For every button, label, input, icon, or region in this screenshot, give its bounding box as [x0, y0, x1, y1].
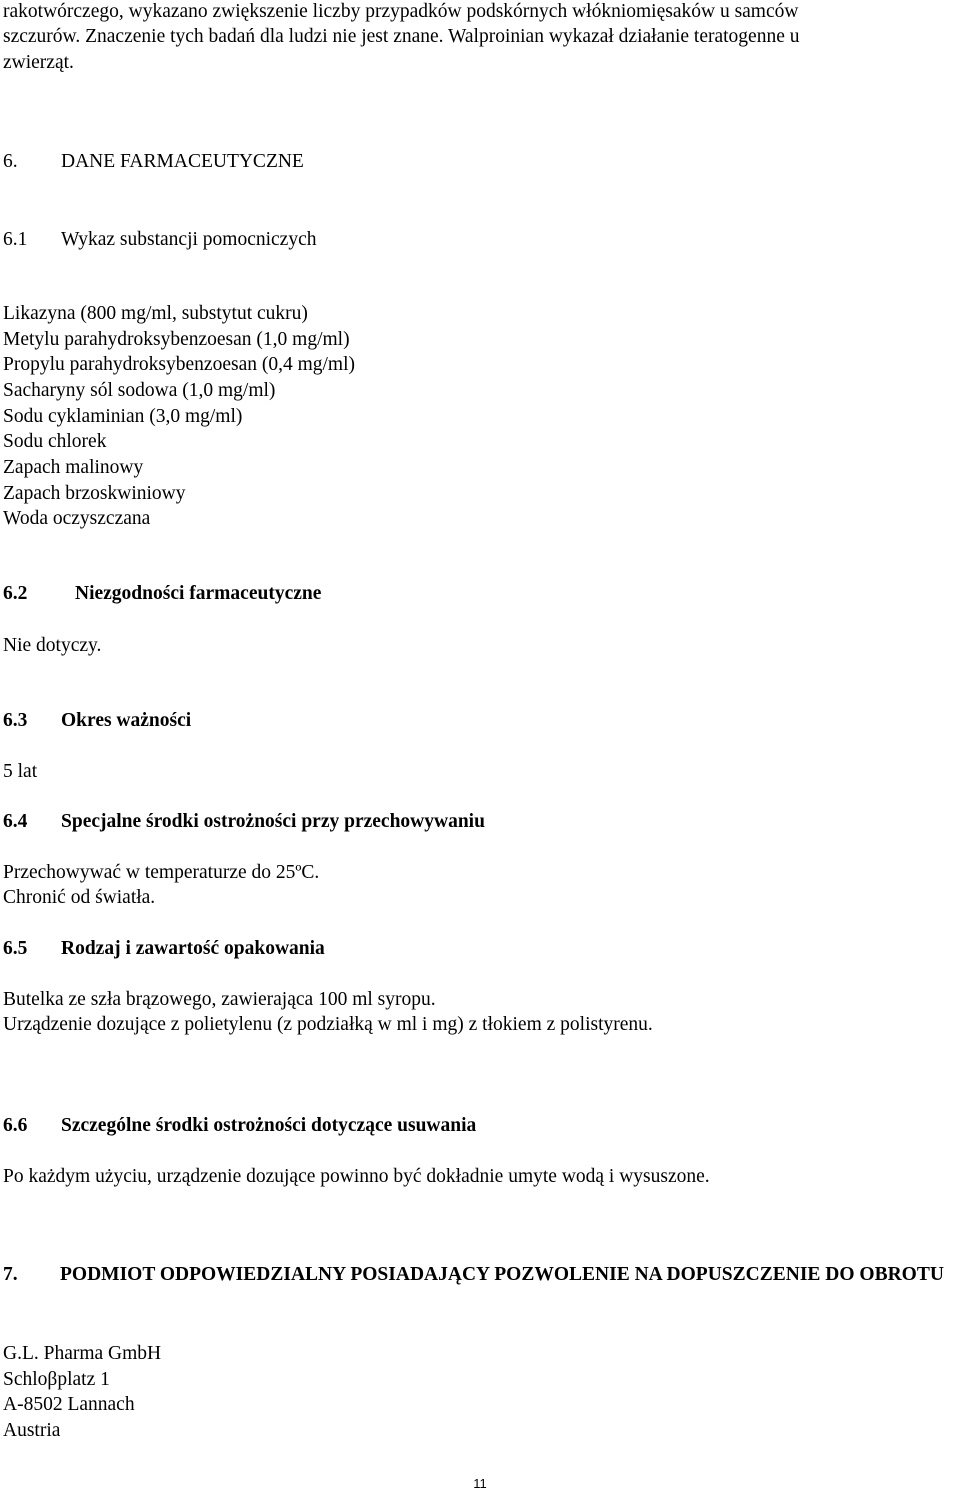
section-6-3-title: Okres ważności — [61, 710, 192, 731]
section-6-6-number: 6.6 — [3, 1115, 28, 1136]
intro-line-1: rakotwórczego, wykazano zwiększenie liczby przypadków podskórnych włókniomięsaków u samców — [3, 1, 799, 22]
section-6-4-heading — [3, 809, 485, 835]
section-6-3-heading — [3, 708, 191, 734]
section-6-4-number: 6.4 — [3, 811, 28, 832]
page-number: 11 — [473, 1476, 487, 1491]
packaging-line: Butelka ze szła brązowego, zawierająca 100 ml syropu. — [3, 989, 436, 1010]
section-7-number: 7. — [3, 1264, 18, 1285]
intro-line-2: szczurów. Znaczenie tych badań dla ludzi nie jest znane. Walproinian wykazał działanie teratogenne u — [3, 26, 800, 47]
section-6-1-title: Wykaz substancji pomocniczych — [61, 229, 317, 250]
section-6-6-text: Po każdym użyciu, urządzenie dozujące powinno być dokładnie umyte wodą i wysuszone. — [3, 1166, 710, 1187]
excipient-item: Zapach malinowy — [3, 457, 144, 478]
section-6-5-heading — [3, 936, 325, 962]
storage-line: Chronić od światła. — [3, 887, 156, 908]
section-6-2-heading — [3, 581, 321, 607]
section-6-heading — [3, 149, 304, 175]
section-7-title: PODMIOT ODPOWIEDZIALNY POSIADAJĄCY POZWOLENIE NA DOPUSZCZENIE DO OBROTU — [60, 1264, 944, 1285]
excipient-item: Propylu parahydroksybenzoesan (0,4 mg/ml) — [3, 354, 356, 375]
section-6-1-heading — [3, 227, 317, 253]
section-6-6-title: Szczególne środki ostrożności dotyczące usuwania — [61, 1115, 477, 1136]
storage-line: Przechowywać w temperaturze do 25ºC. — [3, 862, 320, 883]
excipient-item: Sacharyny sól sodowa (1,0 mg/ml) — [3, 380, 276, 401]
excipient-item: Sodu cyklaminian (3,0 mg/ml) — [3, 406, 243, 427]
excipient-item: Zapach brzoskwiniowy — [3, 483, 186, 504]
section-6-5-title: Rodzaj i zawartość opakowania — [61, 938, 325, 959]
excipient-item: Woda oczyszczana — [3, 508, 151, 529]
address-line: A-8502 Lannach — [3, 1394, 135, 1415]
section-6-title: DANE FARMACEUTYCZNE — [61, 151, 304, 172]
intro-line-3: zwierząt. — [3, 52, 74, 73]
excipient-item: Likazyna (800 mg/ml, substytut cukru) — [3, 303, 308, 324]
address-line: Austria — [3, 1420, 61, 1441]
address-line: G.L. Pharma GmbH — [3, 1343, 162, 1364]
section-6-4-title: Specjalne środki ostrożności przy przechowywaniu — [61, 811, 485, 832]
section-6-2-text: Nie dotyczy. — [3, 635, 102, 656]
packaging-line: Urządzenie dozujące z polietylenu (z podziałką w ml i mg) z tłokiem z polistyrenu. — [3, 1014, 653, 1035]
excipient-item: Metylu parahydroksybenzoesan (1,0 mg/ml) — [3, 329, 350, 350]
section-6-2-number: 6.2 — [3, 583, 28, 604]
section-6-3-text: 5 lat — [3, 761, 38, 782]
section-6-3-number: 6.3 — [3, 710, 28, 731]
section-6-5-number: 6.5 — [3, 938, 28, 959]
section-6-1-number: 6.1 — [3, 229, 28, 250]
excipient-item: Sodu chlorek — [3, 431, 107, 452]
section-6-2-title: Niezgodności farmaceutyczne — [75, 583, 322, 604]
section-7-heading — [3, 1262, 960, 1288]
address-line: Schloβplatz 1 — [3, 1369, 110, 1390]
section-6-6-heading — [3, 1113, 476, 1139]
section-6-number: 6. — [3, 151, 18, 172]
